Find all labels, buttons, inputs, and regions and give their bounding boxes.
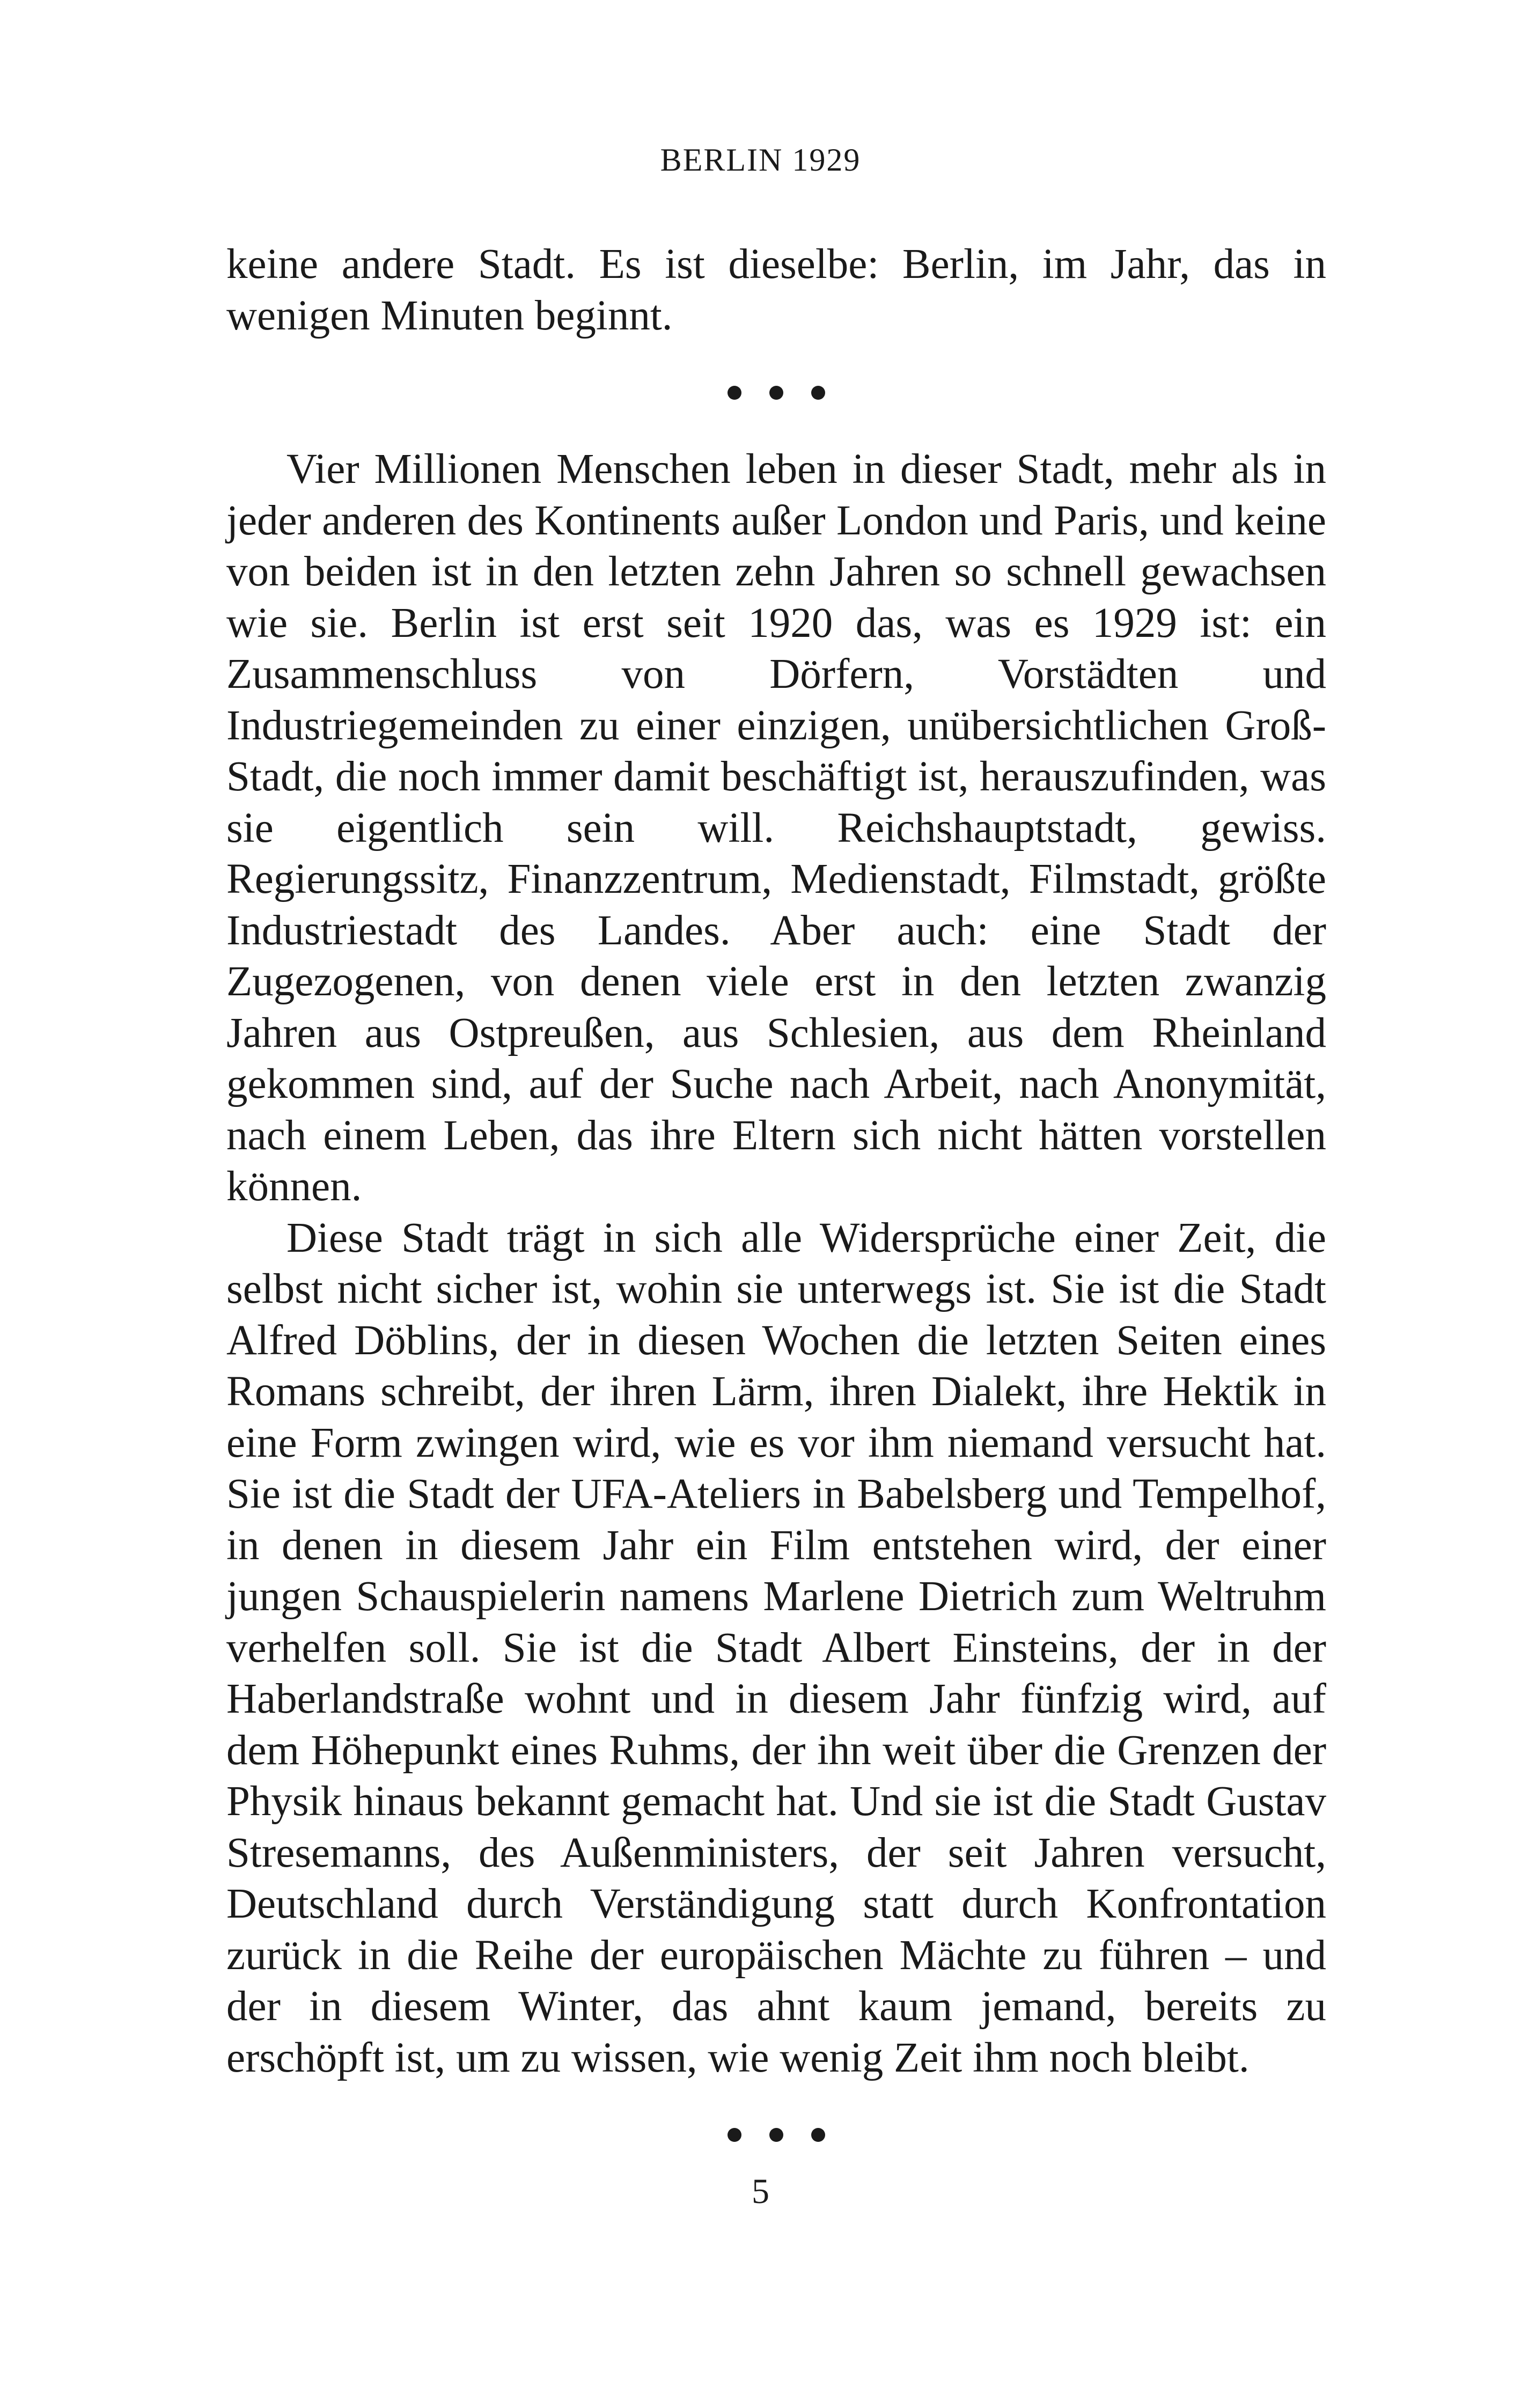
paragraph: Vier Millionen Menschen leben in dieser Stadt, mehr als in jeder anderen des Kontinents außer London und Paris, und keine von beiden ist in den letzten zehn Jahren so schnell gewachsen wie sie. Berlin ist erst seit 1920 das, was es 1929 ist: ein Zusammenschluss von Dörfern, Vorstädten und Industriegemeinden zu einer einzigen, unübersichtlichen Groß-Stadt, die noch immer damit beschäftigt ist, herauszufinden, was sie eigentlich sein will. Reichshauptstadt, gewiss. Regierungssitz, Finanzzentrum, Medienstadt, Filmstadt, größte Industriestadt des Landes. Aber auch: eine Stadt der Zugezogenen, von denen viele erst in den letzten zwanzig Jahren aus Ostpreußen, aus Schlesien, aus dem Rheinland gekommen sind, auf der Suche nach Arbeit, nach Anonymität, nach einem Leben, das ihre Eltern sich nicht hätten vorstellen können. bbox=[226, 446, 1326, 1210]
body-text bbox=[226, 239, 1326, 2186]
section-break-ornament bbox=[226, 2083, 1326, 2186]
ornament-dot bbox=[811, 2128, 825, 2142]
page-number: 5 bbox=[752, 2172, 769, 2211]
ornament-dot bbox=[728, 386, 741, 400]
ornament-dot bbox=[811, 386, 825, 400]
paragraph: Diese Stadt trägt in sich alle Widersprüche einer Zeit, die selbst nicht sicher ist, wohin sie unterwegs ist. Sie ist die Stadt Alfred Döblins, der in diesen Wochen die letzten Seiten eines Romans schreibt, der ihren Lärm, ihren Dialekt, ihre Hektik in eine Form zwingen wird, wie es vor ihm niemand versucht hat. Sie ist die Stadt der UFA-Ateliers in Babelsberg und Tempelhof, in denen in diesem Jahr ein Film entstehen wird, der einer jungen Schauspielerin namens Marlene Dietrich zum Weltruhm verhelfen soll. Sie ist die Stadt Albert Einsteins, der in der Haberlandstraße wohnt und in diesem Jahr fünfzig wird, auf dem Höhepunkt eines Ruhms, der ihn weit über die Grenzen der Physik hinaus bekannt gemacht hat. Und sie ist die Stadt Gustav Stresemanns, des Außenministers, der seit Jahren versucht, Deutschland durch Verständigung statt durch Konfrontation zurück in die Reihe der europäischen Mächte zu führen – und der in diesem Winter, das ahnt kaum jemand, bereits zu erschöpft ist, um zu wissen, wie wenig Zeit ihm noch bleibt. bbox=[226, 1214, 1326, 2081]
ornament-dot bbox=[769, 386, 783, 400]
running-head: BERLIN 1929 bbox=[660, 142, 861, 178]
section-break-ornament bbox=[226, 341, 1326, 444]
ornament-dot bbox=[728, 2128, 741, 2142]
ornament-dot bbox=[769, 2128, 783, 2142]
paragraph-continuation: keine andere Stadt. Es ist dieselbe: Berlin, im Jahr, das in wenigen Minuten beginnt. bbox=[226, 241, 1326, 339]
